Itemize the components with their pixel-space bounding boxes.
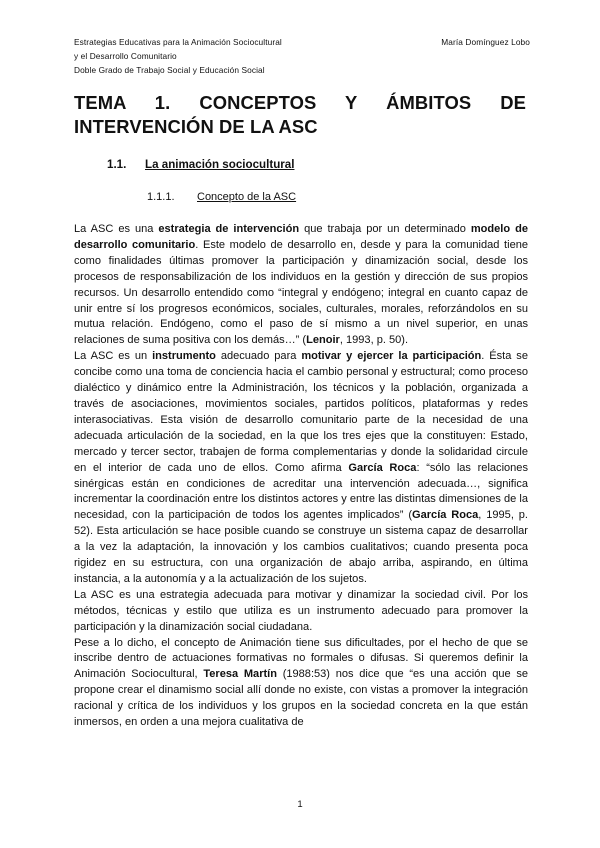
- page-header: [74, 35, 530, 77]
- text-run: . Este modelo de desarrollo en, desde y para la comunidad tiene como finalidades últimas promover la participación y dinamización social, desde los procesos de responsabilización de los individuos en la gestión y dirección de sus propios recursos. Un desarrollo entendido como “integral y endógeno; integral en cuanto capaz de unir entre sí los progresos económicos, sociales, culturales, morales, reforzándolos en su mutua relación. Endógeno, como el paso de sí mismo a un nivel superior, en unas relaciones de suma positiva con los demás…” (: [74, 238, 528, 347]
- bold-term: motivar y ejercer la participación: [301, 350, 482, 363]
- text-run: adecuado para: [215, 350, 302, 363]
- paragraph: [74, 222, 528, 349]
- page-title: TEMA 1. CONCEPTOS Y ÁMBITOS DE INTERVENCIÓN DE LA ASC: [74, 92, 526, 137]
- bold-citation: García Roca: [348, 461, 417, 474]
- subsection-title: Concepto de la ASC: [197, 191, 297, 203]
- bold-citation: Teresa Martín: [203, 668, 277, 681]
- text-run: : “sólo las relaciones sinérgicas están en condiciones de acreditar una intervención adecuada…, significa incrementar la coordinación entre los distintos actores y entre las distintas dimensiones de la necesidad, con la participación de todos los agentes implicados” (: [74, 461, 528, 522]
- paragraph: [74, 636, 528, 731]
- body-text: [74, 222, 528, 731]
- bold-term: modelo de desarrollo comunitario: [74, 223, 528, 251]
- bold-term: estrategia de intervención: [158, 223, 300, 235]
- text-run: . Ésta se concibe como una toma de conciencia hacia el cambio personal y estructural; como proceso dialéctico y dinámico entre la Administración, los técnicos y la población, organizada a través de asociaciones, movimientos sociales, partidos políticos, plataformas y redes interasociativas. Esta visión de desarrollo comunitario parte de la necesidad de una adecuada articulación de la sociedad, en la que los tres ejes que la constituyen: Estado, mercado y tercer sector, trabajen de forma complementarias y donde la solidaridad circule en el interior de cada uno de ellos. Como afirma: [74, 350, 528, 474]
- paragraph: [74, 349, 528, 588]
- bold-citation: Lenoir: [306, 334, 340, 347]
- section-title: La animación sociocultural: [145, 158, 295, 171]
- text-run: Pese a lo dicho, el concepto de Animación tiene sus dificultades, por el hecho de que se inscribe dentro de actuaciones formativas no formales o difusas. Si queremos definir la Animación Sociocultural,: [74, 636, 528, 681]
- header-course-line2: y el Desarrollo Comunitario: [74, 51, 177, 61]
- page-number: 1: [297, 799, 303, 810]
- bold-term: instrumento: [152, 350, 216, 363]
- text-run: , 1995, p. 52). Esta articulación se hace posible cuando se construye un sistema capaz de desarrollar a la vez la adaptación, la innovación y los cambios cualitativos; cuando presenta poca rigidez en su estructura, con una organización de abajo arriba, aspirando, en última instancia, a la autonomía y a la actualización de los sujetos.: [74, 509, 528, 585]
- header-course-line1: Estrategias Educativas para la Animación Sociocultural: [74, 37, 282, 47]
- paragraph: La ASC es una estrategia adecuada para motivar y dinamizar la sociedad civil. Por los métodos, técnicas y estilo que utiliza es un instrumento adecuado para promover la participación y la dinamización social ciudadana.: [74, 588, 528, 633]
- section-number: 1.1.: [107, 158, 127, 171]
- bold-citation: García Roca: [412, 509, 479, 522]
- text-run: La ASC es una: [74, 223, 159, 235]
- text-run: que trabaja por un determinado: [299, 223, 471, 235]
- subsection-heading: [147, 191, 296, 203]
- text-run: La ASC es un: [74, 350, 153, 363]
- section-heading: [107, 158, 294, 171]
- text-run: (1988:53) nos dice que “es una acción que se propone crear el dinamismo social allí donde no existe, con vistas a promover la integración racional y crítica de los individuos y los grupos en la sociedad concreta en la que están inmersos, en orden a una mejora cualitativa de: [74, 668, 529, 729]
- subsection-number: 1.1.1.: [147, 191, 175, 203]
- text-run: , 1993, p. 50).: [339, 334, 409, 347]
- header-author: María Domínguez Lobo: [441, 37, 530, 47]
- header-degree: Doble Grado de Trabajo Social y Educación Social: [74, 65, 265, 75]
